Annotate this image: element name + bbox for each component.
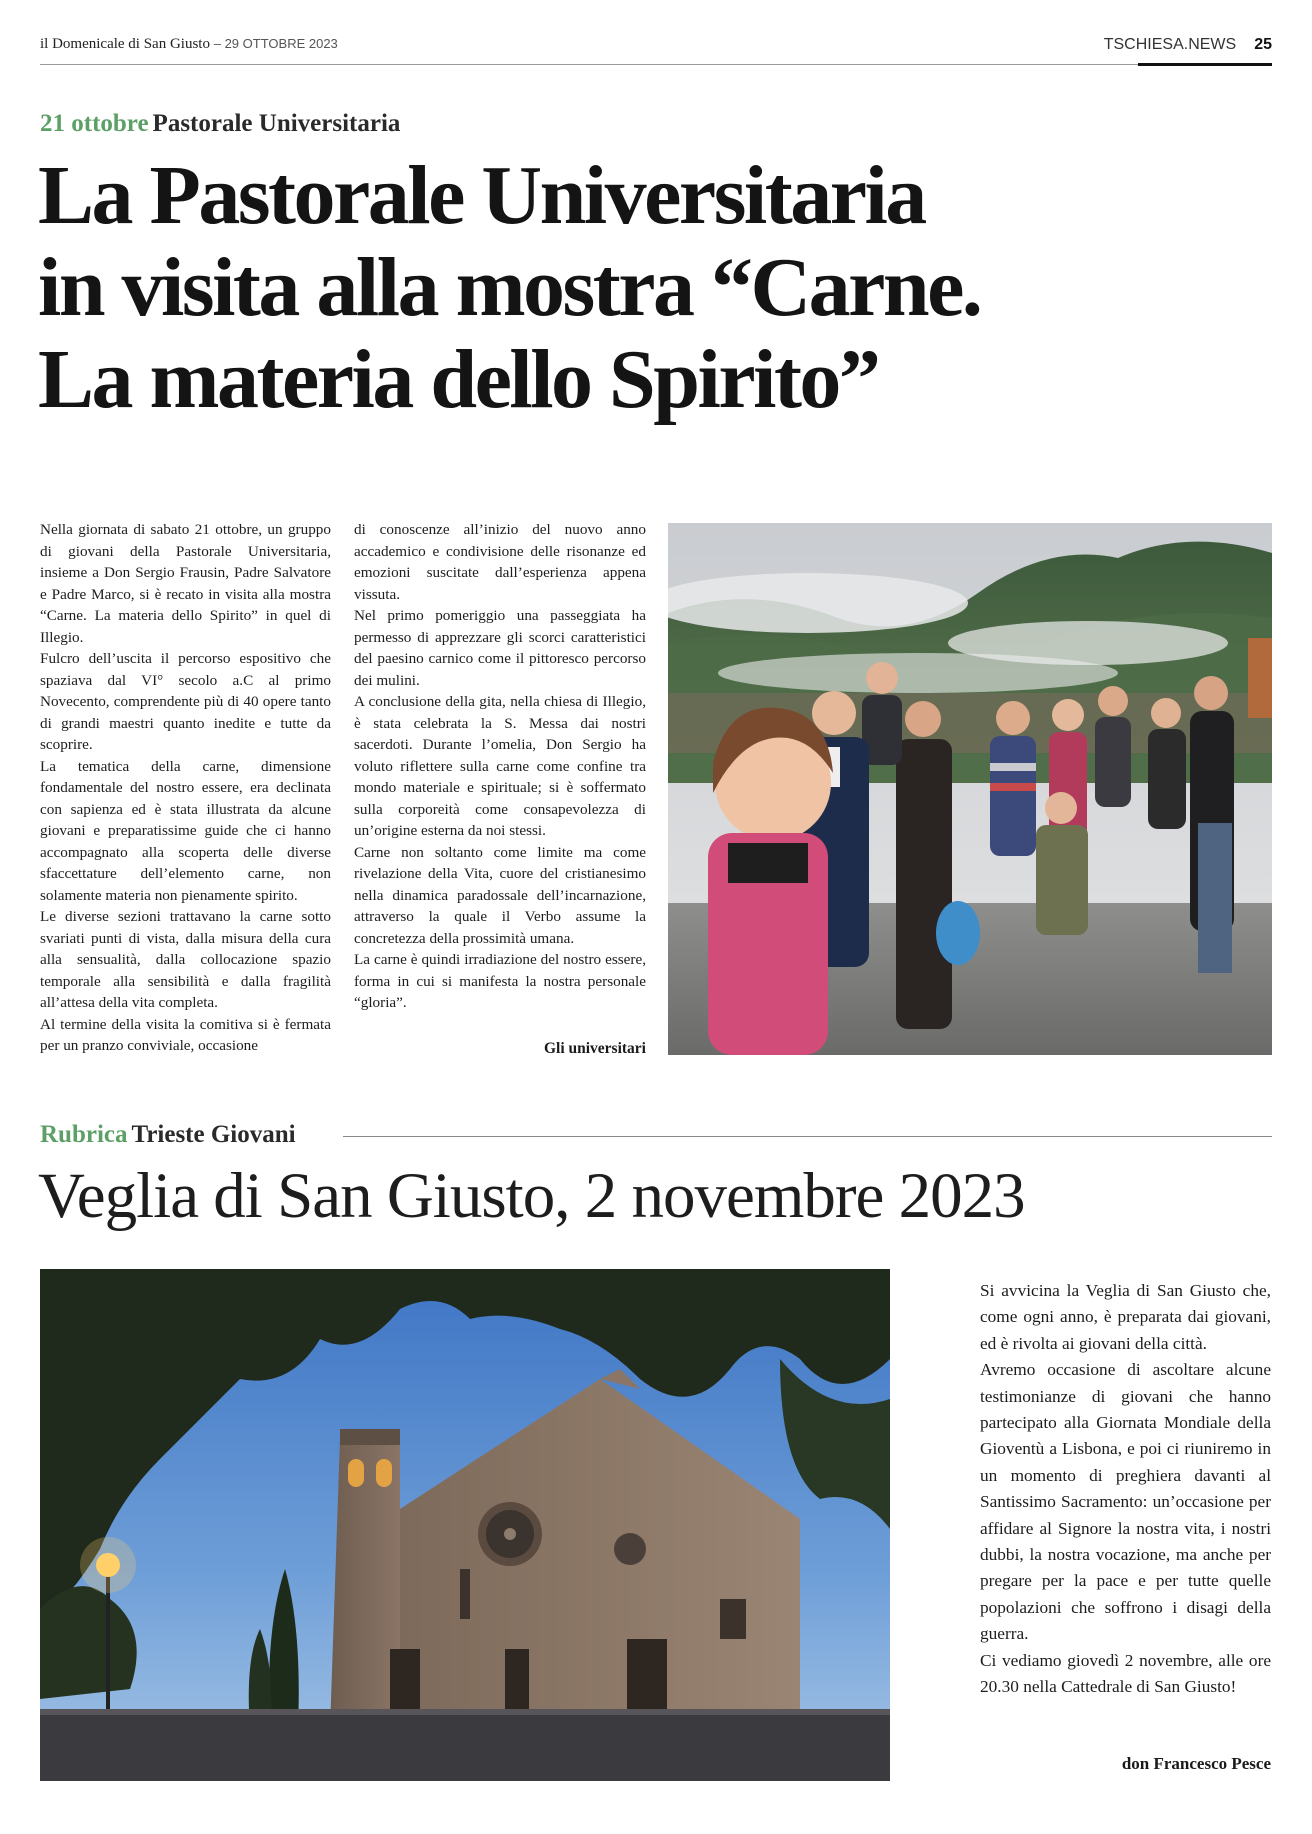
cathedral-photo (40, 1269, 890, 1781)
group-photo-illustration (668, 523, 1272, 1055)
paragraph: Ci vediamo giovedì 2 novembre, alle ore 20.30 nella Cattedrale di San Giusto! (980, 1650, 1271, 1697)
kicker-section: Trieste Giovani (131, 1121, 296, 1148)
group-photo (668, 523, 1272, 1055)
headline-line: La materia dello Spirito” (38, 333, 879, 426)
paragraph: Fulcro dell’uscita il percorso espositivo che spaziava dal VI° secolo a.C al primo Novecento, comprendente più di 40 opere tanto di grandi maestri quanto inedite e tutte da scoprire. (40, 650, 331, 753)
paragraph: A conclusione della gita, nella chiesa di Illegio, è stata celebrata la S. Messa dai nostri sacerdoti. Durante l’omelia, Don Sergio ha voluto riflettere sulla carne come confine tra mondo materiale e spirituale; si è soffermato sulla corporeità come consapevolezza di un’origine esterna da noi stessi. (354, 693, 646, 839)
issue-date: – 29 OTTOBRE 2023 (213, 36, 338, 51)
paragraph: Le diverse sezioni trattavano la carne sotto svariati punti di vista, dalla misura della cura alla sensualità, dalla collocazione spazio temporale alla sensibilità e dalla fragilità all’attesa della vita completa. (40, 908, 331, 1011)
article1-signature: Gli universitari (543, 1040, 646, 1057)
paragraph: Nel primo pomeriggio una passeggiata ha permesso di apprezzare gli scorci caratteristici del paesino carnico come il pittoresco percorso dei mulini. (354, 607, 646, 689)
article2-signature: don Francesco Pesce (1121, 1754, 1271, 1773)
site-name: TSCHIESA.NEWS (1103, 36, 1237, 53)
header-rule (40, 64, 1272, 65)
section-rule (343, 1136, 1272, 1137)
paragraph: Avremo occasione di ascoltare alcune testimonianze di giovani che hanno partecipato alla Giornata Mondiale della Gioventù a Lisbona, e poi ci riuniremo in un momento di preghiera davanti al Santissimo Sacramento: un’occasione per affidare al Signore la nostra vita, i nostri dubbi, la nostra vocazione, ma anche per pregare per la pace e per tutte quelle popolazioni che soffrono i disagi della guerra. (980, 1360, 1271, 1644)
article2-body (980, 1278, 1271, 1701)
cathedral-photo-illustration (40, 1269, 890, 1781)
article1-headline (38, 150, 1278, 426)
article1-column-2 (354, 519, 646, 1014)
article1-column-1 (40, 519, 331, 1057)
article2-headline: Veglia di San Giusto, 2 novembre 2023 (38, 1160, 1025, 1232)
kicker-section: Pastorale Universitaria (152, 110, 401, 137)
header-rule-accent (1138, 63, 1272, 66)
paragraph: di conoscenze all’inizio del nuovo anno accademico e condivisione delle risonanze ed emozioni suscitate dall’esperienza appena vissuta. (354, 521, 646, 603)
page-number: 25 (1254, 36, 1272, 53)
paragraph: Nella giornata di sabato 21 ottobre, un gruppo di giovani della Pastorale Universitaria, insieme a Don Sergio Frausin, Padre Salvatore e Padre Marco, si è recato in visita alla mostra “Carne. La materia dello Spirito” in quel di Illegio. (40, 521, 331, 646)
running-header-site (1104, 36, 1272, 54)
paragraph: Al termine della visita la comitiva si è fermata per un pranzo conviviale, occasione (40, 1015, 331, 1054)
headline-line: La Pastorale Universitaria (38, 149, 925, 242)
article1-kicker (40, 110, 400, 138)
publication-name: il Domenicale di San Giusto (40, 36, 210, 52)
article2-kicker (40, 1121, 296, 1149)
paragraph: La carne è quindi irradiazione del nostro essere, forma in cui si manifesta la nostra personale “gloria”. (354, 951, 646, 1011)
kicker-label: Rubrica (40, 1121, 128, 1148)
paragraph: La tematica della carne, dimensione fondamentale del nostro essere, era declinata con sapienza ed è stata illustrata da alcune giovani e preparatissime guide che ci hanno accompagnato alla scoperta delle diverse sfaccettature dell’elemento carne, non solamente materia non pienamente spirito. (40, 757, 331, 904)
kicker-date: 21 ottobre (40, 110, 149, 137)
running-header-publication (40, 36, 338, 53)
headline-line: in visita alla mostra “Carne. (38, 241, 981, 334)
paragraph: Si avvicina la Veglia di San Giusto che, come ogni anno, è preparata dai giovani, ed è rivolta ai giovani della città. (980, 1281, 1271, 1353)
paragraph: Carne non soltanto come limite ma come rivelazione della Vita, cuore del cristianesimo nella dinamica paradossale dell’incarnazione, attraverso la quale il Verbo assume la concretezza della prossimità umana. (354, 843, 646, 947)
